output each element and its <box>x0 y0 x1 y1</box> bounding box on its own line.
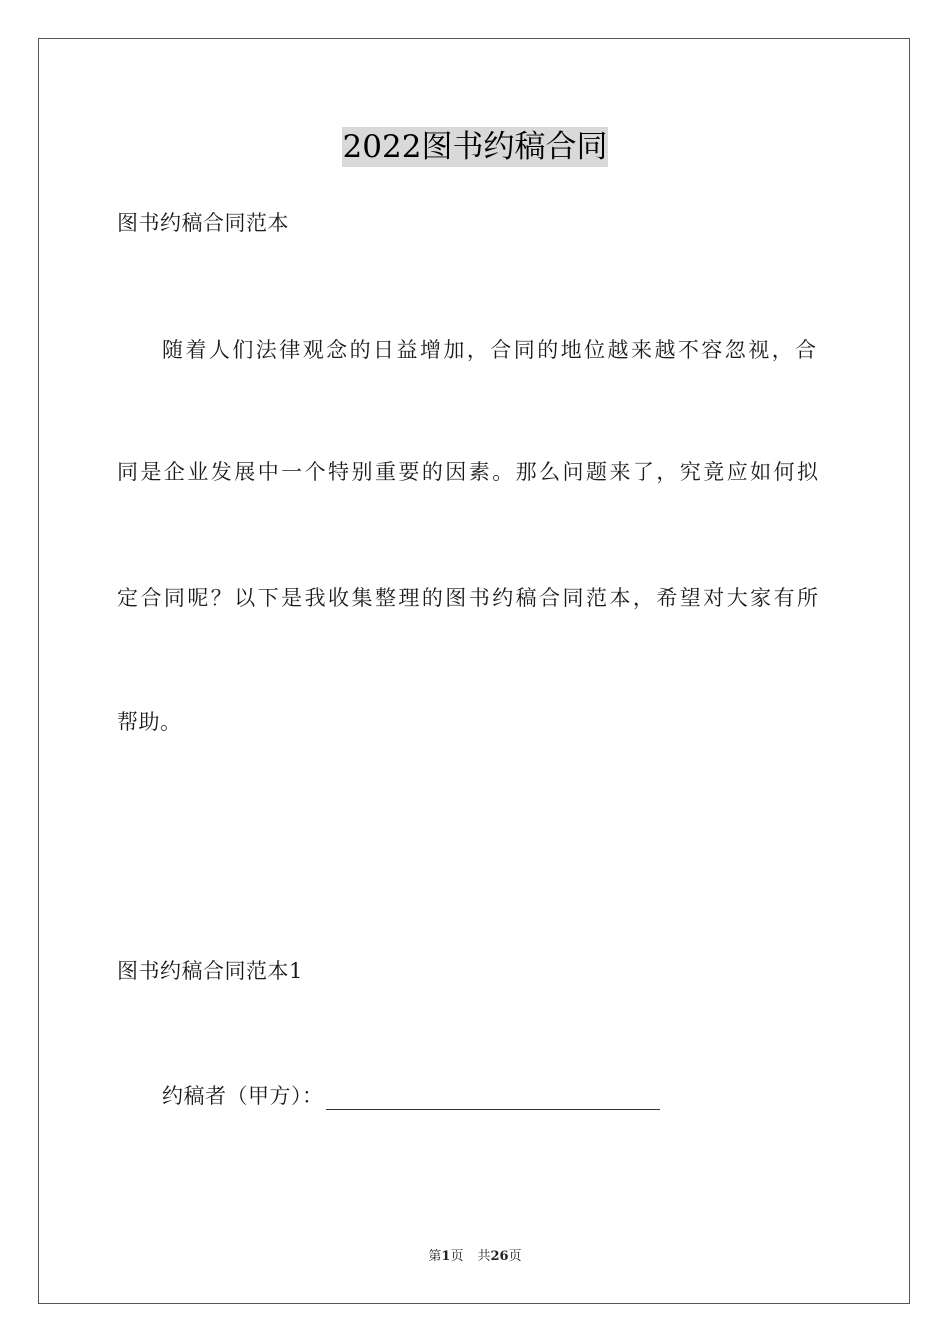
footer-page-word: 页 <box>450 1249 464 1264</box>
document-title: 2022图书约稿合同 <box>342 129 608 165</box>
party-a-blank-field[interactable] <box>326 1087 660 1110</box>
intro-paragraph-line-2: 同是企业发展中一个特别重要的因素。那么问题来了，究竟应如何拟 <box>117 460 821 484</box>
title-container <box>0 127 950 167</box>
party-a-label: 约稿者（甲方）： <box>162 1084 324 1108</box>
intro-paragraph-line-4: 帮助。 <box>117 710 182 734</box>
footer-prefix: 第 <box>428 1249 442 1264</box>
section-heading: 图书约稿合同范本1 <box>117 959 303 983</box>
footer-total-pages: 26 <box>490 1249 509 1264</box>
page-footer <box>0 1249 950 1265</box>
intro-paragraph-line-1: 随着人们法律观念的日益增加，合同的地位越来越不容忽视，合 <box>162 338 819 362</box>
party-a-line <box>162 1082 660 1110</box>
footer-current-page: 1 <box>441 1249 451 1264</box>
footer-total-word: 页 <box>508 1249 522 1264</box>
intro-heading: 图书约稿合同范本 <box>117 211 289 235</box>
footer-total-prefix: 共 <box>477 1249 491 1264</box>
intro-paragraph-line-3: 定合同呢？以下是我收集整理的图书约稿合同范本，希望对大家有所 <box>117 586 821 610</box>
